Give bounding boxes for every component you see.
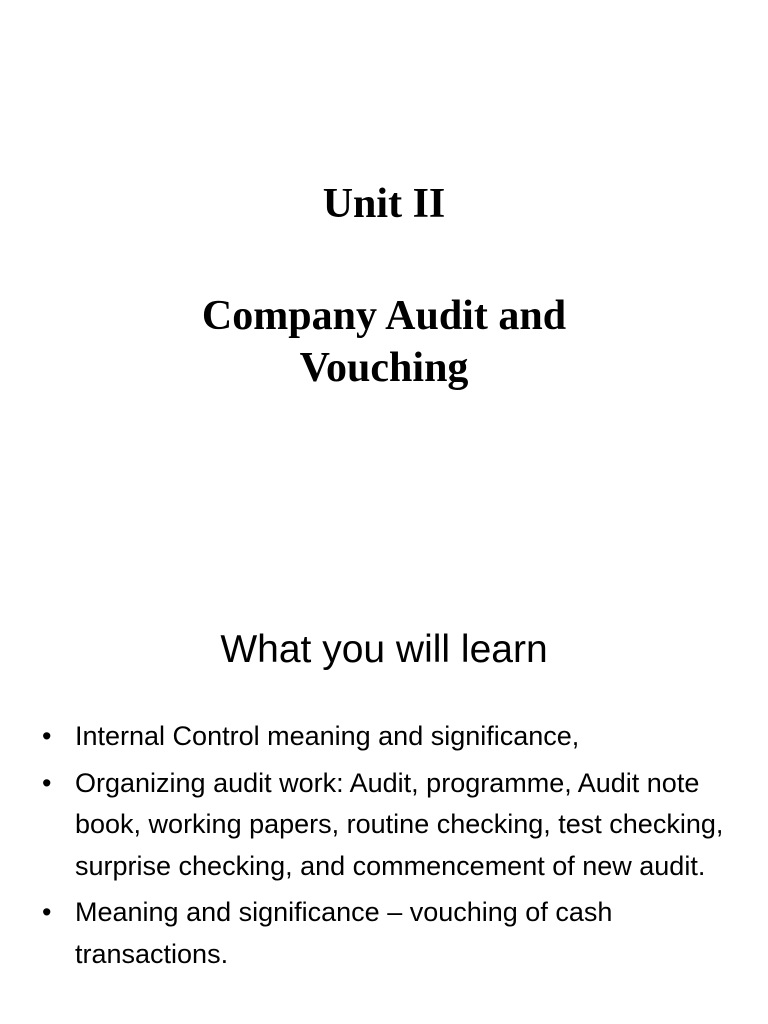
bullet-list (0, 716, 740, 980)
bullet-icon: • (42, 767, 52, 798)
bullet-text: Meaning and significance – vouching of cash transactions. (75, 897, 613, 969)
bullet-text: Organizing audit work: Audit, programme, Audit note book, working papers, routine checking, test checking, surprise checking, and commencement of new audit. (75, 767, 724, 881)
bullet-icon: • (42, 721, 52, 751)
bullet-text: Internal Control meaning and significance, (75, 721, 580, 751)
unit-title: Unit II (322, 181, 446, 227)
bullet-item-vouching (0, 892, 740, 975)
unit-subtitle (0, 290, 768, 394)
bullet-icon: • (42, 897, 52, 927)
bullet-item-organizing-audit-work (0, 763, 740, 888)
bullet-item-internal-control (0, 716, 740, 758)
unit-subtitle-line-1: Company Audit and (201, 293, 567, 339)
learning-heading: What you will learn (220, 628, 548, 671)
learning-objectives-slide (0, 512, 768, 1024)
unit-subtitle-line-2: Vouching (299, 345, 469, 391)
